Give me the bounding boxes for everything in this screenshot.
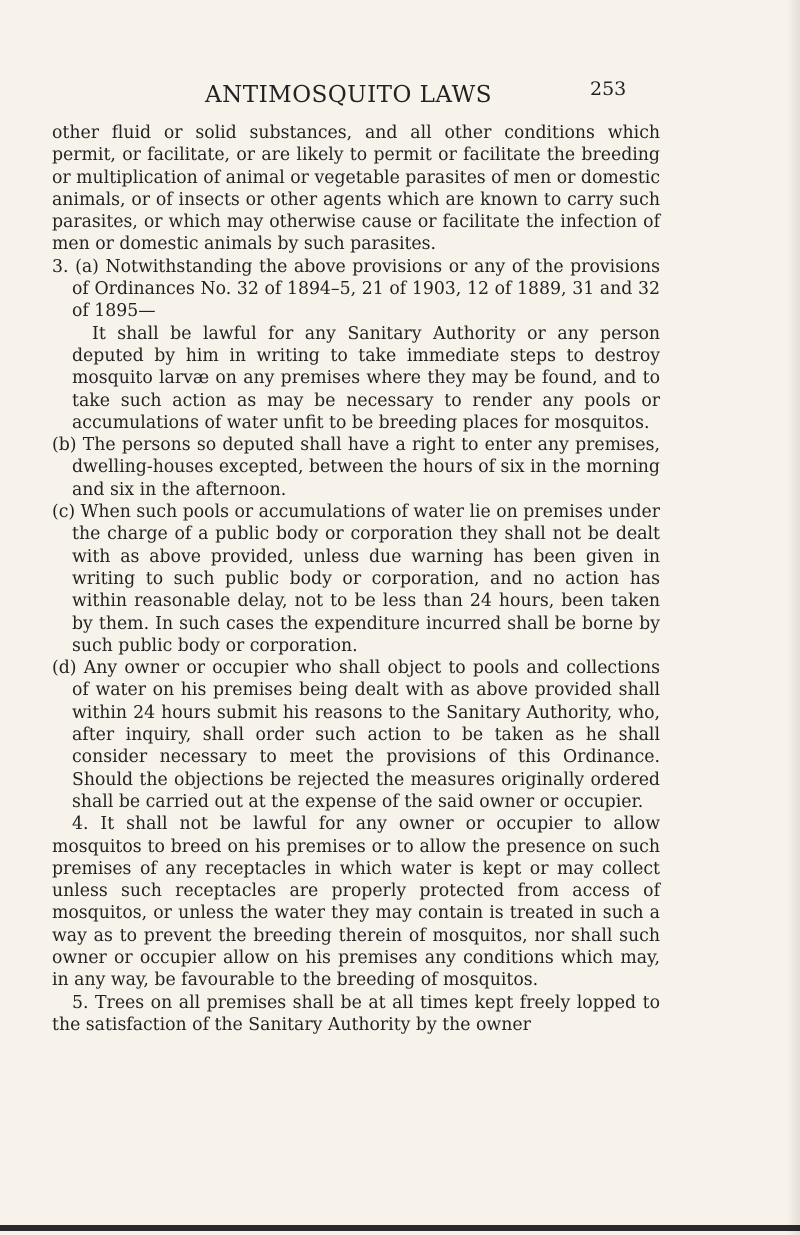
body-text: [52, 122, 660, 1036]
section-5: 5. Trees on all premises shall be at all times kept freely lopped to the satisfaction of the Sanitary Authority by the owner: [52, 992, 660, 1035]
section-3d: (d) Any owner or occupier who shall object to pools and collections of water on his premises being dealt with as above provided shall within 24 hours submit his reasons to the Sanitary Authority, who, after inquiry, shall order such action to be taken as he shall consider necessary to meet the provisions of this Ordinance. Should the objections be rejected the measures originally ordered shall be carried out at the expense of the said owner or occupier.: [52, 658, 660, 812]
section-3b: (b) The persons so deputed shall have a right to enter any premises, dwelling-houses excepted, between the hours of six in the morning and six in the afternoon.: [52, 435, 660, 500]
page-header: [0, 78, 800, 112]
section-3a-intro: 3. (a) Notwithstanding the above provisions or any of the provisions of Ordinances No. 32 of 1894–5, 21 of 1903, 12 of 1889, 31 and 32 of 1895—: [52, 256, 660, 322]
section-4: 4. It shall not be lawful for any owner or occupier to allow mosquitos to breed on his premises or to allow the presence on such premises of any receptacles in which water is kept or may collect unless such receptacles are properly protected from access of mosquitos, or unless the water they may contain is treated in such a way as to prevent the breeding therein of mosquitos, nor shall such owner or occupier allow on his premises any conditions which may, in any way, be favourable to the breeding of mosquitos.: [52, 814, 660, 991]
page-number: 253: [590, 78, 627, 100]
paragraph-continued: other fluid or solid substances, and all other conditions which permit, or facilitate, or are likely to permit or facilitate the breeding or multiplication of animal or vegetable parasites of men or domestic animals, or of insects or other agents which are known to carry such parasites, or which may otherwise cause or facilitate the infection of men or domestic animals by such parasites.: [52, 123, 660, 255]
page-edge-shadow: [786, 0, 800, 1235]
section-3c: (c) When such pools or accumulations of water lie on premises under the charge of a public body or corporation they shall not be dealt with as above provided, unless due warning has been given in writing to such public body or corporation, and no action has within reasonable delay, not to be less than 24 hours, been taken by them. In such cases the expenditure incurred shall be borne by such public body or corporation.: [52, 502, 660, 656]
bottom-edge-rule: [0, 1225, 800, 1231]
section-3a-body: It shall be lawful for any Sanitary Authority or any person deputed by him in writing to take immediate steps to destroy mosquito larvæ on any premises where they may be found, and to take such action as may be necessary to render any pools or accumulations of water unfit to be breeding places for mosquitos.: [72, 323, 660, 433]
running-head: ANTIMOSQUITO LAWS: [205, 82, 493, 108]
